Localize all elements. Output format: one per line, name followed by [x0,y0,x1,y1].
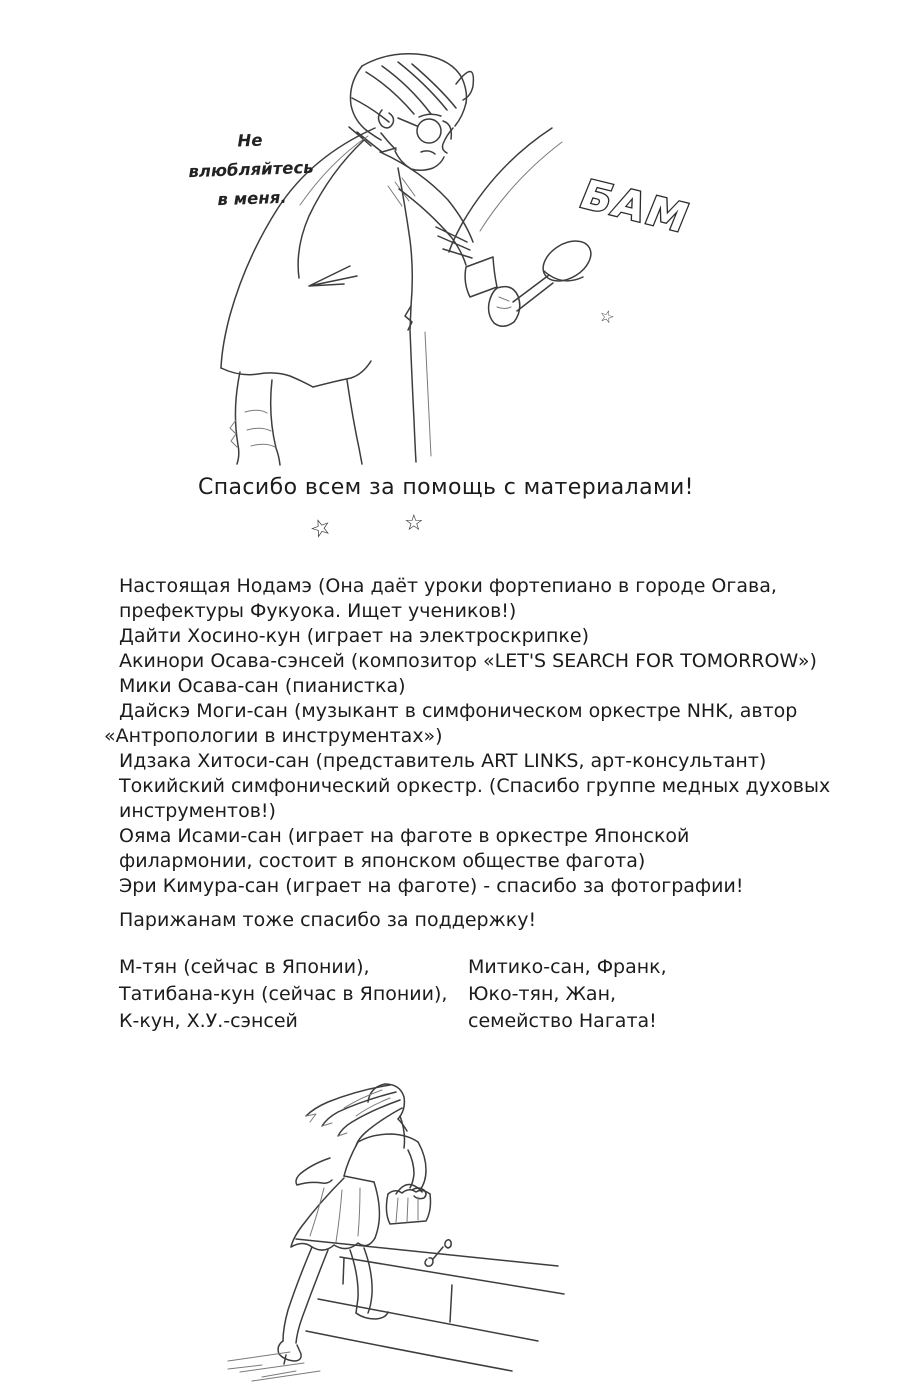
hair-outline [362,54,467,103]
friend-line: Митико-сан, Франк, [468,956,667,978]
skirt-right [374,1182,379,1238]
chin-jaw [395,151,444,170]
chest-hatching [388,178,415,206]
hair-stream [338,1100,400,1136]
sparkle-star-icon: ☆ [596,305,617,330]
shoe-heel [284,1355,286,1364]
hair-fringe [412,64,456,108]
speech-line-1: Не влюбляйтесь [188,130,314,182]
elbow-gather-folds [436,227,472,258]
hair-fringe [352,98,389,122]
top-sketch-man-swinging-ladle [221,54,698,465]
stair-riser [450,1285,452,1322]
credit-line: Идзака Хитоси-сан (представитель ART LINKS, арт-консультант) [119,750,767,772]
glasses-lens [417,119,441,143]
friend-line: М-тян (сейчас в Японии), [119,956,370,978]
head [368,1084,404,1119]
waist [344,1176,374,1182]
ladle-handle [513,275,553,311]
mouth-frown [421,151,435,154]
neck [381,133,396,150]
credit-line: Эри Кимура-сан (играет на фаготе) - спасибо за фотографии! [119,875,744,897]
shadow-hatching [228,1352,320,1381]
sleeve-cuff [465,257,497,297]
trouser-left-inner [271,380,280,465]
knuckles [497,297,511,309]
arm-outer [418,1142,426,1190]
fist [489,287,520,327]
waist-fold-fan [309,266,357,286]
glasses-temple [398,118,417,126]
stair-edge [306,1331,512,1371]
friends-column-right [468,954,667,1035]
credit-line: Дайскэ Моги-сан (музыкант в симфоническом оркестре NHK, автор [119,700,798,722]
credit-line: Акинори Осава-сэнсей (композитор «LET'S SEARCH FOR TOMORROW») [119,650,817,672]
hair-stream [322,1092,396,1126]
back-edge [344,1142,358,1176]
coat-front-edge-2 [425,332,431,456]
stair-edge [318,1299,538,1341]
credit-line: филармонии, состоит в японском обществе фагота) [119,850,646,872]
friend-line: семейство Нагата! [468,1010,657,1032]
divider-star-icon: ☆ [305,511,336,545]
coat-front-edge [398,168,416,462]
credit-line: инструментов!) [119,800,276,822]
friend-line: Татибана-кун (сейчас в Японии), [119,983,448,1005]
swing-motion-arc [449,128,552,252]
credits-list [104,574,831,899]
left-leg-outer [283,1247,312,1341]
credit-line: Ояма Исами-сан (играет на фаготе в оркестре Японской [119,825,690,847]
friend-line: К-кун, Х.У.-сэнсей [119,1010,298,1032]
basket-weave [396,1197,418,1222]
shoulders [358,1134,418,1142]
music-note-icon [445,1240,451,1248]
friend-line: Юко-тян, Жан, [468,983,617,1005]
stair-edge [296,1239,558,1266]
trouser-right [347,380,362,464]
arm-inner [408,1150,414,1188]
swing-motion-arc-2 [480,142,562,231]
forehead [455,103,466,126]
right-foot [356,1312,388,1319]
speech-text [180,124,323,216]
credit-line: Дайти Хосино-кун (играет на электроскрипке) [119,625,589,647]
coat-hem [221,368,313,387]
credit-line: «Антропологии в инструментах») [104,725,443,747]
music-note-icon [425,1247,443,1266]
basket-rim [388,1190,430,1194]
skirt-folds [310,1188,360,1242]
sfx-bam: БАМ [573,172,698,242]
left-shoe [278,1341,301,1361]
credit-line: Настоящая Нодамэ (Она даёт уроки фортепиано в городе Огава, [119,575,777,597]
divider-star-icon: ☆ [404,511,424,536]
stair-riser [343,1258,344,1284]
right-leg-outer [364,1248,372,1313]
trouser-left-outer [235,372,240,464]
coat-hem-flap [313,361,371,387]
credit-line: префектуры Фукуока. Ищет учеников!) [119,600,517,622]
credit-line: Мики Осава-сан (пианистка) [119,675,406,697]
scarf-flap [296,1158,332,1185]
eyebrow [419,114,441,117]
friends-column-left [119,954,447,1035]
bottom-sketch-woman-on-stairs [228,1084,564,1381]
hair-fringe [366,72,414,114]
paris-thanks: Парижанам тоже спасибо за поддержку! [119,909,537,931]
credit-line: Токийский симфонический оркестр. (Спасибо группе медных духовых [119,775,831,797]
hair-stream [306,1085,390,1116]
left-leg-inner [296,1250,328,1343]
speech-line-2: в меня. [217,187,287,210]
thanks-header: Спасибо всем за помощь с материалами! [198,475,694,500]
